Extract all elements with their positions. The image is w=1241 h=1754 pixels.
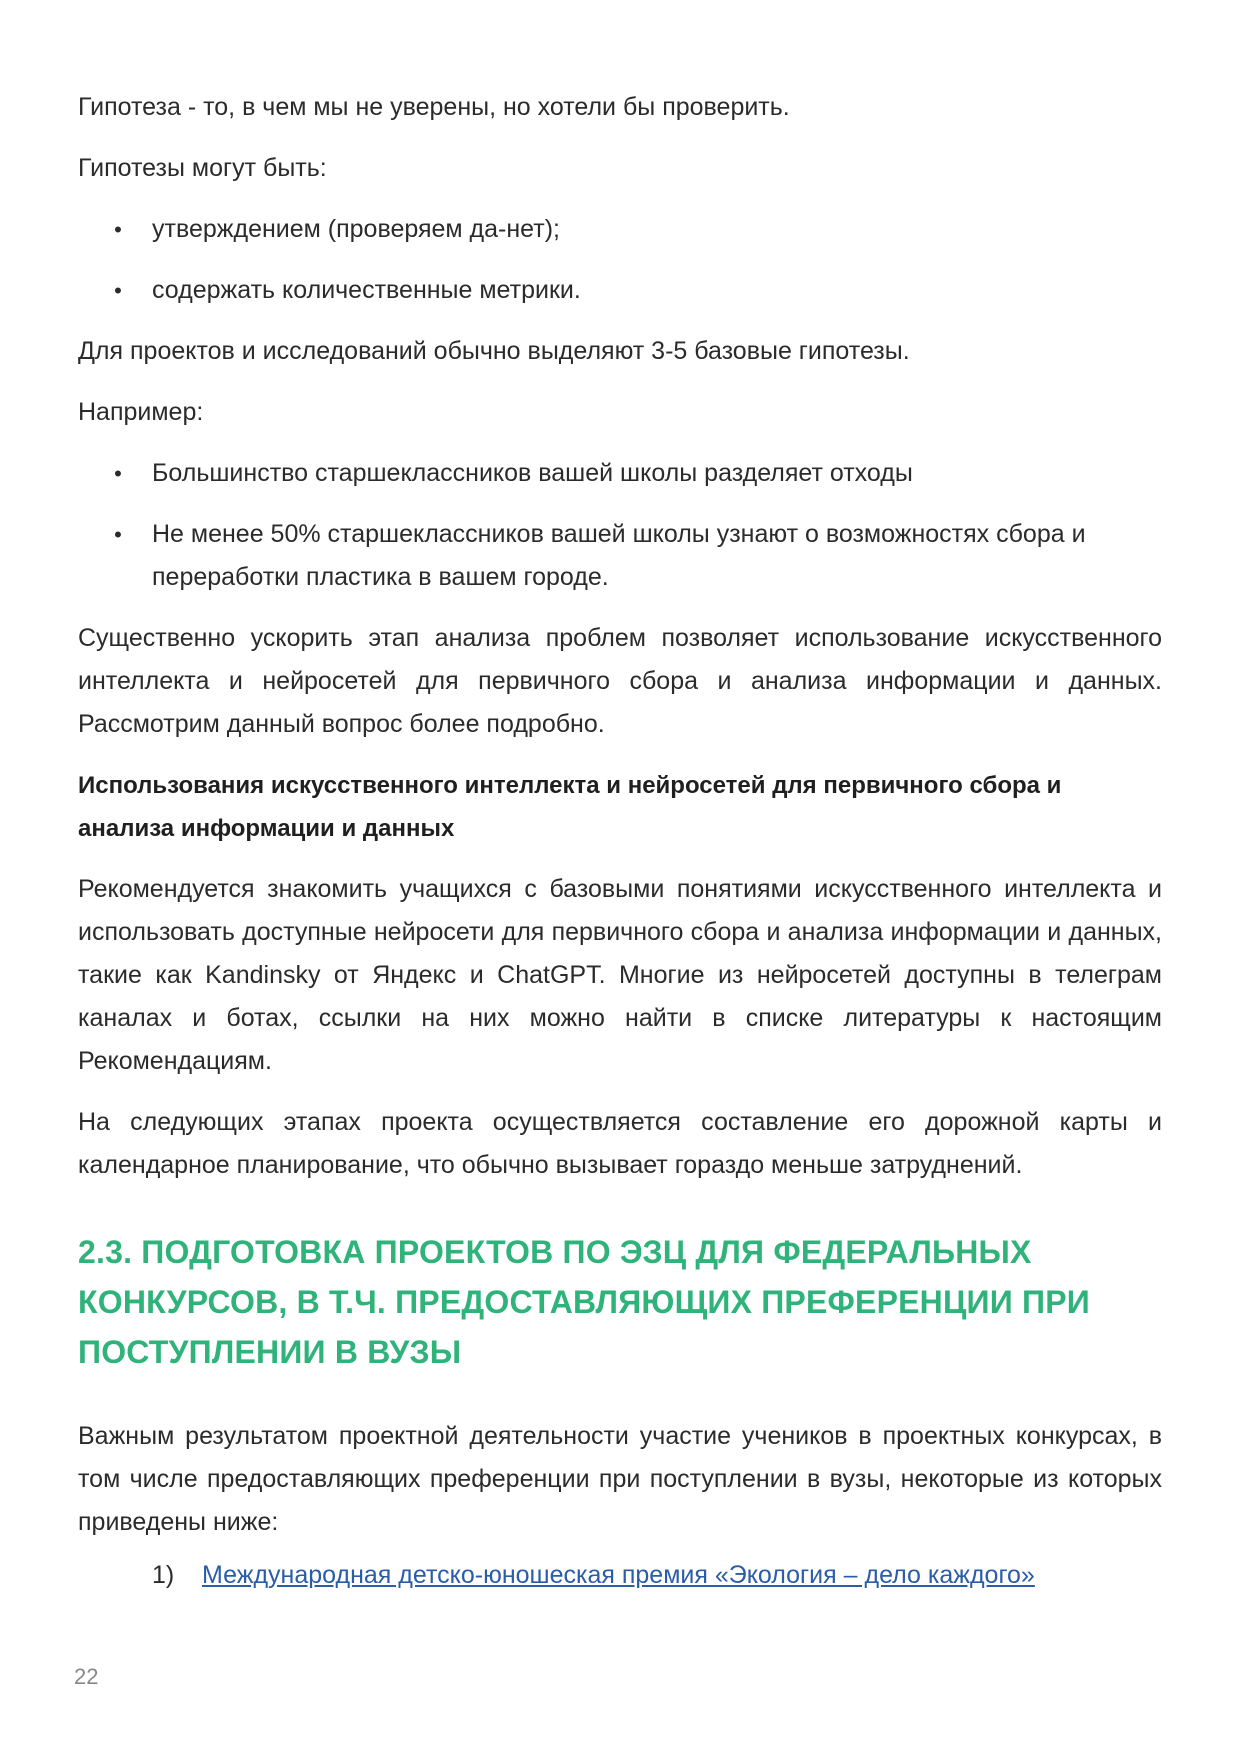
subheading: Использования искусственного интеллекта и нейросетей для первичного сбора и анализа информации и данных [78,772,1062,842]
list-item: • Не менее 50% старшеклассников вашей школы узнают о возможностях сбора и переработки пластика в вашем городе. [78,513,1162,599]
list-item: • Большинство старшеклассников вашей школы разделяет отходы [78,452,1162,495]
example-label: Например: [78,398,204,426]
ai-recommend-paragraph: Рекомендуется знакомить учащихся с базовыми понятиями искусственного интеллекта и использовать доступные нейросети для первичного сбора и анализа информации и данных, такие как Kandinsky от Яндекс и ChatGPT. Многие из нейросетей доступны в телеграм каналах и ботах, ссылки на них можно найти в списке литературы к настоящим Рекомендациям. [78,875,1162,1075]
bullet-icon: • [114,278,122,303]
section-intro-paragraph: Важным результатом проектной деятельности участие учеников в проектных конкурсах, в том числе предоставляющих преференции при поступлении в вузы, некоторые из которых приведены ниже: [78,1422,1162,1536]
bullet-icon: • [114,461,122,486]
examples-list [78,452,1162,599]
page-number: 22 [74,1664,99,1689]
list-number: 1) [152,1561,175,1589]
contest-list-item [78,1554,1162,1597]
intro-line-1: Гипотеза - то, в чем мы не уверены, но хотели бы проверить. [78,93,790,121]
intro-line-2: Гипотезы могут быть: [78,154,327,182]
document-page [78,86,1162,1597]
next-stages-paragraph: На следующих этапах проекта осуществляется составление его дорожной карты и календарное планирование, что обычно вызывает гораздо меньше затруднений. [78,1108,1162,1179]
contest-link[interactable]: Международная детско-юношеская премия «Экология – дело каждого» [202,1561,1035,1589]
base-count-line: Для проектов и исследований обычно выделяют 3-5 базовые гипотезы. [78,337,910,365]
section-title: 2.3. ПОДГОТОВКА ПРОЕКТОВ ПО ЭЗЦ ДЛЯ ФЕДЕРАЛЬНЫХ КОНКУРСОВ, В Т.Ч. ПРЕДОСТАВЛЯЮЩИХ ПРЕФЕРЕНЦИИ ПРИ ПОСТУПЛЕНИИ В ВУЗЫ [78,1234,1090,1370]
list-item: • содержать количественные метрики. [78,269,1162,312]
list-item: • утверждением (проверяем да-нет); [78,208,1162,251]
ai-intro-paragraph: Существенно ускорить этап анализа проблем позволяет использование искусственного интеллекта и нейросетей для первичного сбора и анализа информации и данных. Рассмотрим данный вопрос более подробно. [78,624,1162,738]
hypothesis-types-list [78,208,1162,312]
bullet-icon: • [114,522,122,547]
bullet-icon: • [114,217,122,242]
